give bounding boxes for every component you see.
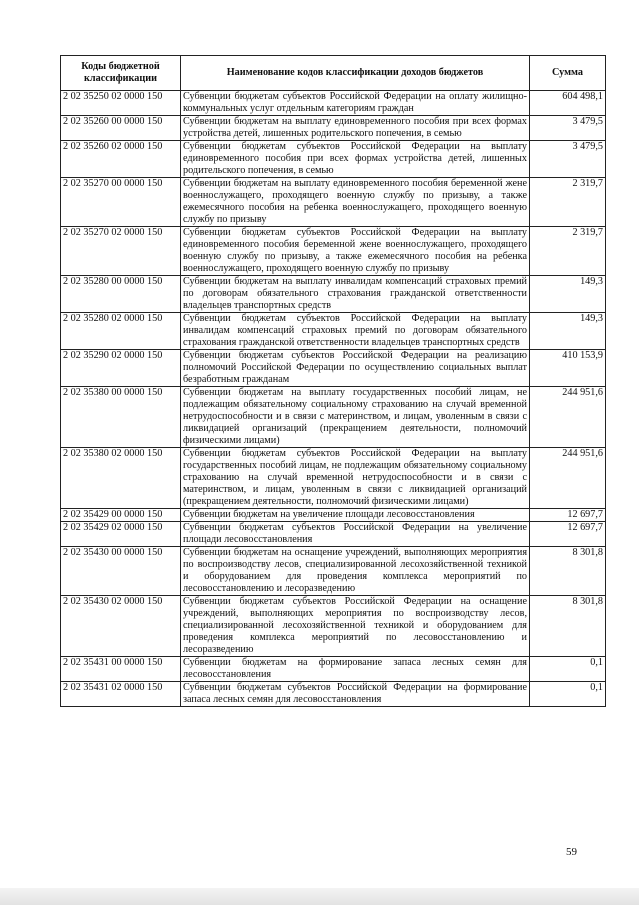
amount-cell: 244 951,6: [530, 448, 606, 509]
income-name-cell: Субвенции бюджетам субъектов Российской Федерации на увеличение площади лесовосстановления: [181, 522, 530, 547]
income-name-cell: Субвенции бюджетам на выплату единовременного пособия беременной жене военнослужащего, проходящего военную службу по призыву, а также ежемесячного пособия на ребенка военнослужащего, проходящего военную службу по призыву: [181, 178, 530, 227]
budget-code-cell: 2 02 35260 00 0000 150: [61, 116, 181, 141]
budget-code-cell: 2 02 35430 00 0000 150: [61, 547, 181, 596]
table-row: [61, 596, 606, 657]
amount-cell: 12 697,7: [530, 522, 606, 547]
income-name-cell: Субвенции бюджетам на формирование запаса лесных семян для лесовосстановления: [181, 657, 530, 682]
budget-code-cell: 2 02 35270 00 0000 150: [61, 178, 181, 227]
income-name-cell: Субвенции бюджетам субъектов Российской Федерации на оплату жилищно-коммунальных услуг отдельным категориям граждан: [181, 91, 530, 116]
budget-code-cell: 2 02 35380 00 0000 150: [61, 387, 181, 448]
budget-income-table: [60, 55, 606, 707]
amount-cell: 604 498,1: [530, 91, 606, 116]
amount-cell: 0,1: [530, 657, 606, 682]
budget-code-cell: 2 02 35429 00 0000 150: [61, 509, 181, 522]
amount-cell: 2 319,7: [530, 178, 606, 227]
income-name-cell: Субвенции бюджетам на выплату единовременного пособия при всех формах устройства детей, лишенных родительского попечения, в семью: [181, 116, 530, 141]
amount-cell: 3 479,5: [530, 116, 606, 141]
income-name-cell: Субвенции бюджетам на оснащение учреждений, выполняющих мероприятия по воспроизводству лесов, специализированной лесохозяйственной техникой и оборудованием для проведения комплекса мероприятий по лесовосстановлению и лесоразведению: [181, 547, 530, 596]
amount-cell: 149,3: [530, 276, 606, 313]
income-name-cell: Субвенции бюджетам субъектов Российской Федерации на выплату единовременного пособия беременной жене военнослужащего, проходящего военную службу по призыву, а также ежемесячного пособия на ребенка военнослужащего, проходящего военную службу по призыву: [181, 227, 530, 276]
table-row: [61, 178, 606, 227]
income-name-cell: Субвенции бюджетам субъектов Российской Федерации на выплату инвалидам компенсаций страховых премий по договорам обязательного страхования гражданской ответственности владельцев транспортных средств: [181, 313, 530, 350]
table-row: [61, 448, 606, 509]
amount-cell: 12 697,7: [530, 509, 606, 522]
income-name-cell: Субвенции бюджетам на выплату государственных пособий лицам, не подлежащим обязательному социальному страхованию на случай временной нетрудоспособности и в связи с материнством, и лицам, уволенным в связи с ликвидацией организаций (прекращением деятельности, полномочий физическими лицами): [181, 387, 530, 448]
budget-code-cell: 2 02 35290 02 0000 150: [61, 350, 181, 387]
table-row: [61, 276, 606, 313]
amount-cell: 8 301,8: [530, 547, 606, 596]
amount-cell: 3 479,5: [530, 141, 606, 178]
budget-code-cell: 2 02 35380 02 0000 150: [61, 448, 181, 509]
income-name-cell: Субвенции бюджетам на увеличение площади лесовосстановления: [181, 509, 530, 522]
table-row: [61, 509, 606, 522]
scan-bottom-edge: [0, 888, 639, 905]
table-row: [61, 657, 606, 682]
table-row: [61, 227, 606, 276]
amount-cell: 410 153,9: [530, 350, 606, 387]
budget-code-cell: 2 02 35430 02 0000 150: [61, 596, 181, 657]
table-row: [61, 313, 606, 350]
table-row: [61, 522, 606, 547]
income-name-cell: Субвенции бюджетам субъектов Российской Федерации на оснащение учреждений, выполняющих мероприятия по воспроизводству лесов, специализированной лесохозяйственной техникой и оборудованием для проведения комплекса мероприятий по лесовосстановлению и лесоразведению: [181, 596, 530, 657]
budget-code-cell: 2 02 35280 00 0000 150: [61, 276, 181, 313]
budget-code-cell: 2 02 35270 02 0000 150: [61, 227, 181, 276]
budget-code-cell: 2 02 35260 02 0000 150: [61, 141, 181, 178]
income-name-cell: Субвенции бюджетам субъектов Российской Федерации на формирование запаса лесных семян для лесовосстановления: [181, 682, 530, 707]
income-name-cell: Субвенции бюджетам субъектов Российской Федерации на реализацию полномочий Российской Федерации по осуществлению социальных выплат безработным гражданам: [181, 350, 530, 387]
budget-code-cell: 2 02 35431 02 0000 150: [61, 682, 181, 707]
table-row: [61, 141, 606, 178]
document-page: [60, 55, 605, 707]
amount-cell: 8 301,8: [530, 596, 606, 657]
table-row: [61, 91, 606, 116]
table-row: [61, 547, 606, 596]
budget-code-cell: 2 02 35429 02 0000 150: [61, 522, 181, 547]
budget-code-cell: 2 02 35250 02 0000 150: [61, 91, 181, 116]
table-header-row: [61, 56, 606, 91]
page-number: 59: [566, 846, 577, 858]
header-sum: Сумма: [530, 56, 606, 91]
budget-code-cell: 2 02 35431 00 0000 150: [61, 657, 181, 682]
income-name-cell: Субвенции бюджетам субъектов Российской Федерации на выплату единовременного пособия при всех формах устройства детей, лишенных родительского попечения, в семью: [181, 141, 530, 178]
budget-code-cell: 2 02 35280 02 0000 150: [61, 313, 181, 350]
amount-cell: 0,1: [530, 682, 606, 707]
income-name-cell: Субвенции бюджетам субъектов Российской Федерации на выплату государственных пособий лицам, не подлежащим обязательному социальному страхованию на случай временной нетрудоспособности и в связи с материнством, и лицам, уволенным в связи с ликвидацией организаций (прекращением деятельности, полномочий физическими лицами): [181, 448, 530, 509]
table-body: [61, 91, 606, 707]
table-row: [61, 387, 606, 448]
amount-cell: 149,3: [530, 313, 606, 350]
header-name: Наименование кодов классификации доходов бюджетов: [181, 56, 530, 91]
income-name-cell: Субвенции бюджетам на выплату инвалидам компенсаций страховых премий по договорам обязательного страхования гражданской ответственности владельцев транспортных средств: [181, 276, 530, 313]
table-row: [61, 116, 606, 141]
table-row: [61, 350, 606, 387]
amount-cell: 2 319,7: [530, 227, 606, 276]
header-code: Коды бюджетной классификации: [61, 56, 181, 91]
amount-cell: 244 951,6: [530, 387, 606, 448]
table-row: [61, 682, 606, 707]
